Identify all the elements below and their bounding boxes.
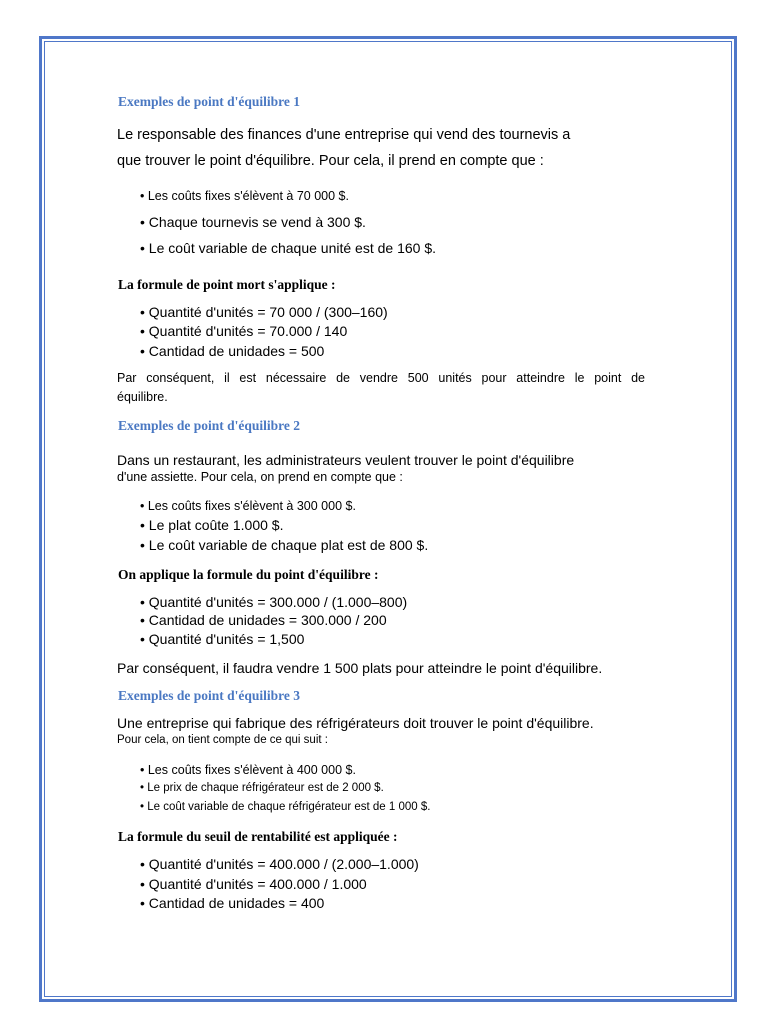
example1-bullet-1: • Les coûts fixes s'élèvent à 70 000 $. [140,189,349,203]
example3-title: Exemples de point d'équilibre 3 [118,688,301,703]
example1-formula-bullet-3: • Cantidad de unidades = 500 [140,343,324,359]
example1-formula-bullet-1: • Quantité d'unités = 70 000 / (300–160) [140,304,388,320]
example2-conclusion: Par conséquent, il faudra vendre 1 500 plats pour atteindre le point d'équilibre. [117,660,603,676]
example2-intro-line2: d'une assiette. Pour cela, on prend en compte que : [117,470,403,484]
example3-bullet-1: • Les coûts fixes s'élèvent à 400 000 $. [140,763,356,777]
example2-bullet-3: • Le coût variable de chaque plat est de 800 $. [140,537,428,553]
example2-formula-bullet-1: • Quantité d'unités = 300.000 / (1.000–800) [140,594,407,610]
example2-bullet-2: • Le plat coûte 1.000 $. [140,517,283,533]
example2-bullet-1: • Les coûts fixes s'élèvent à 300 000 $. [140,499,356,513]
example1-formula-bullet-2: • Quantité d'unités = 70.000 / 140 [140,323,347,339]
example3-formula-bullet-1: • Quantité d'unités = 400.000 / (2.000–1.000) [140,856,419,872]
example1-formula-title: La formule de point mort s'applique : [118,277,336,292]
example3-formula-title: La formule du seuil de rentabilité est appliquée : [118,829,398,844]
example1-intro-line1: Le responsable des finances d'une entreprise qui vend des tournevis a [117,127,571,143]
example3-bullet-3: • Le coût variable de chaque réfrigérateur est de 1 000 $. [140,801,430,813]
example2-intro-line1: Dans un restaurant, les administrateurs veulent trouver le point d'équilibre [117,452,575,468]
example2-formula-title: On applique la formule du point d'équilibre : [118,567,379,582]
example1-title: Exemples de point d'équilibre 1 [118,94,301,109]
example1-bullet-2: • Chaque tournevis se vend à 300 $. [140,214,366,230]
example2-formula-bullet-3: • Quantité d'unités = 1,500 [140,631,304,647]
example3-bullet-2: • Le prix de chaque réfrigérateur est de 2 000 $. [140,782,384,794]
example3-formula-bullet-2: • Quantité d'unités = 400.000 / 1.000 [140,876,367,892]
example2-title: Exemples de point d'équilibre 2 [118,418,301,433]
example3-intro-line2: Pour cela, on tient compte de ce qui suit : [117,734,328,746]
example1-conclusion-line1: Par conséquent, il est nécessaire de vendre 500 unités pour atteindre le point de [117,371,645,385]
example1-intro-line2: que trouver le point d'équilibre. Pour cela, il prend en compte que : [117,153,544,169]
example1-conclusion-line2: équilibre. [117,390,168,404]
example3-formula-bullet-3: • Cantidad de unidades = 400 [140,895,324,911]
example1-bullet-3: • Le coût variable de chaque unité est de 160 $. [140,240,436,256]
example2-formula-bullet-2: • Cantidad de unidades = 300.000 / 200 [140,612,387,628]
example3-intro-line1: Une entreprise qui fabrique des réfrigérateurs doit trouver le point d'équilibre. [117,715,594,731]
